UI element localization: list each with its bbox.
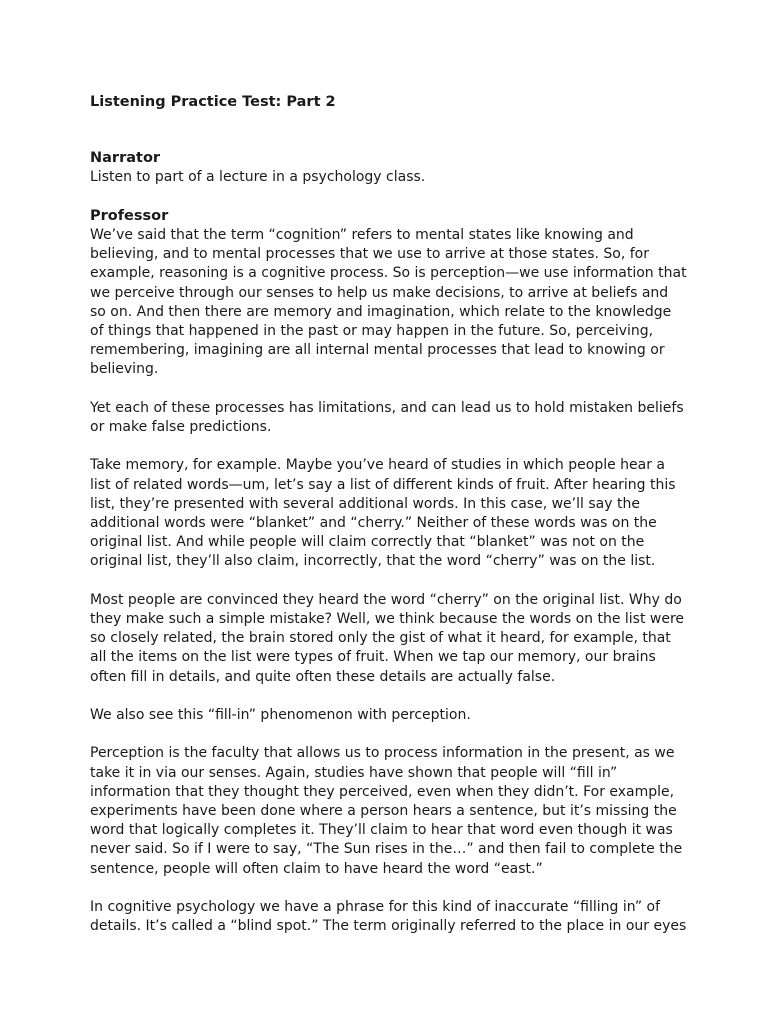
professor-paragraph-4: Most people are convinced they heard the word “cherry” on the original list. Why do they make such a simple mistake? Well, we think because the words on the list were so closely related, the brain stored only the gist of what it heard, for example, that all the items on the list were types of fruit. When we tap our memory, our brains often fill in details, and quite often these details are actually false. [90,591,685,685]
professor-paragraph-2: Yet each of these processes has limitations, and can lead us to hold mistaken beliefs or make false predictions. [90,399,684,436]
professor-paragraph-3: Take memory, for example. Maybe you’ve heard of studies in which people hear a list of related words—um, let’s say a list of different kinds of fruit. After hearing this list, they’re presented with several additional words. In this case, we’ll say the additional words were “blanket” and “cherry.” Neither of these words was on the original list. And while people will claim correctly that “blanket” was not on the original list, they’ll also claim, incorrectly, that the word “cherry” was on the list. [90,457,676,570]
professor-section [90,207,688,937]
professor-paragraph-5: We also see this “fill-in” phenomenon with perception. [90,707,471,724]
narrator-paragraph-1: Listen to part of a lecture in a psychology class. [90,169,426,186]
professor-paragraph-7: In cognitive psychology we have a phrase for this kind of inaccurate “filling in” of details. It’s called a “blind spot.” The term originally referred to the place in our eyes [90,899,687,935]
professor-paragraph-1: We’ve said that the term “cognition” refers to mental states like knowing and believing, and to mental processes that we use to arrive at those states. So, for example, reasoning is a cognitive process. So is perception—we use information that we perceive through our senses to help us make decisions, to arrive at beliefs and so on. And then there are memory and imagination, which relate to the knowledge of things that happened in the past or may happen in the future. So, perceiving, remembering, imagining are all internal mental processes that lead to knowing or believing. [90,227,687,378]
professor-paragraph-6: Perception is the faculty that allows us to process information in the present, as we take it in via our senses. Again, studies have shown that people will “fill in” information that they thought they perceived, even when they didn’t. For example, experiments have been done where a person hears a sentence, but it’s missing the word that logically completes it. They’ll claim to hear that word even though it was never said. So if I were to say, “The Sun rises in the…” and then fail to complete the sentence, people will often claim to have heard the word “east.” [90,745,683,877]
narrator-section [90,149,688,187]
document-title: Listening Practice Test: Part 2 [90,94,336,110]
speaker-narrator: Narrator [90,150,161,167]
speaker-professor: Professor [90,207,169,224]
